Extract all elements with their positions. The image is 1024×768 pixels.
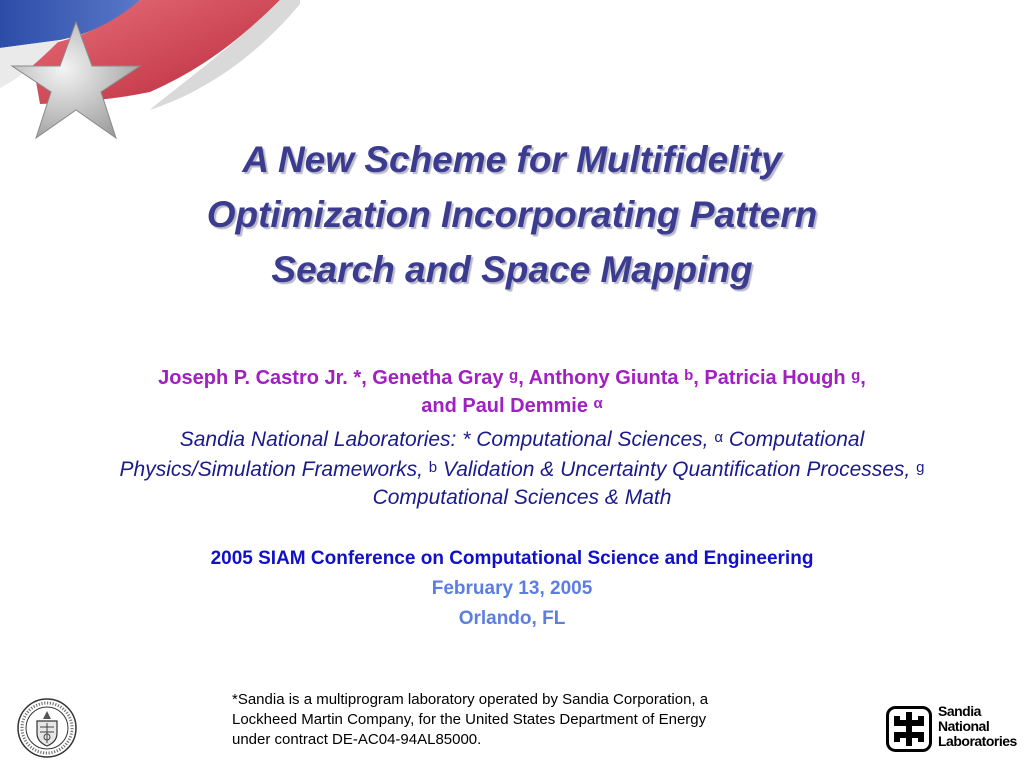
slide-title xyxy=(100,132,924,297)
affil-marker-g: g xyxy=(509,367,519,384)
sandia-logo-text: Sandia National Laboratories xyxy=(938,703,1017,749)
title-line-2: Optimization Incorporating Pattern xyxy=(206,194,818,235)
footnote-line-1: *Sandia is a multiprogram laboratory operated by Sandia Corporation, a xyxy=(232,691,709,708)
title-line-3: Search and Space Mapping xyxy=(271,249,753,290)
affil-marker-g: g xyxy=(916,459,925,476)
footnote-line-3: under contract DE-AC04-94AL85000. xyxy=(232,731,482,748)
footnote-line-2: Lockheed Martin Company, for the United States Department of Energy xyxy=(232,711,707,728)
sandia-logo xyxy=(886,703,1017,758)
conference-date: February 13, 2005 xyxy=(431,578,593,599)
sandia-thunderbird-icon xyxy=(886,706,932,752)
title-line-1: A New Scheme for Multifidelity xyxy=(242,139,782,180)
affil-marker-b: b xyxy=(428,459,438,476)
author-line-2: and Paul Demmie $^\alpha$ xyxy=(421,395,603,417)
affil-marker-g: g xyxy=(851,367,861,384)
doe-seal-icon xyxy=(16,697,78,759)
affiliation-text: Sandia National Laboratories: * Computational Sciences, $^\alpha$ Computational Physics/Simulation Frameworks, $^b$ Validation & Uncertainty Quantification Processes, $^g$ Computational Sciences & Math xyxy=(119,428,925,509)
conference-name: 2005 SIAM Conference on Computational Science and Engineering xyxy=(210,548,814,569)
affil-marker-b: b xyxy=(684,367,694,384)
star-stripes-graphic xyxy=(0,0,300,150)
author-list xyxy=(60,363,964,419)
conference-location: Orlando, FL xyxy=(458,608,566,629)
affil-marker-alpha: α xyxy=(714,429,724,446)
affil-marker-alpha: α xyxy=(593,395,603,412)
footnote xyxy=(232,690,792,750)
author-line-1: Joseph P. Castro Jr. *, Genetha Gray $^g$, Anthony Giunta $^b$, Patricia Hough $^g$, xyxy=(158,367,866,389)
